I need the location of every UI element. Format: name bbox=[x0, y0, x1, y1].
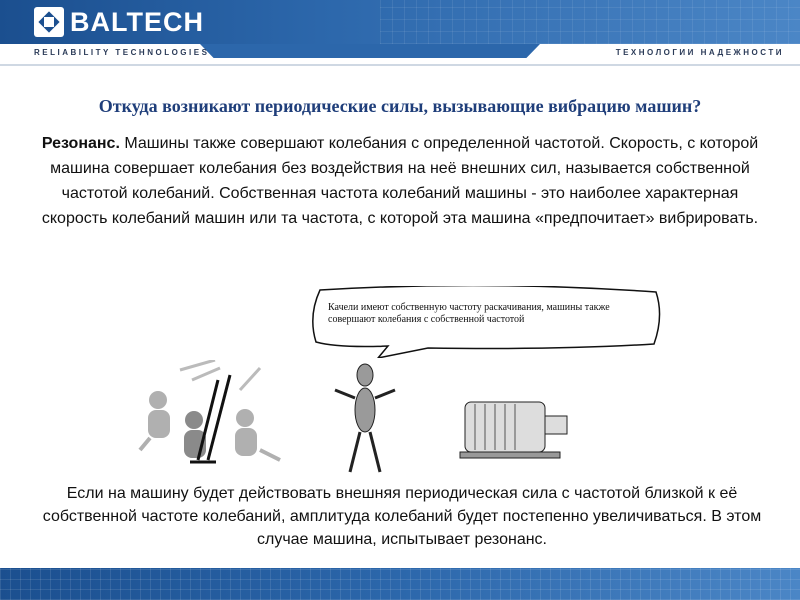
tagline-russian: ТЕХНОЛОГИИ НАДЕЖНОСТИ bbox=[615, 48, 784, 57]
tagline-english: RELIABILITY TECHNOLOGIES bbox=[34, 48, 210, 57]
resonance-illustration bbox=[120, 360, 720, 480]
resonance-paragraph bbox=[28, 131, 772, 231]
tagline-bar bbox=[0, 44, 800, 66]
slide-footer bbox=[0, 568, 800, 600]
resonance-conclusion: Если на машину будет действовать внешняя периодическая сила с частотой близкой к её собственной частоте колебаний, амплитуда колебаний будет постепенно увеличиваться. В этом случае машина, испытывает резонанс. bbox=[42, 485, 762, 548]
swing-figures-image bbox=[140, 360, 280, 462]
header-grid-pattern bbox=[380, 0, 800, 44]
slide-title: Откуда возникают периодические силы, вызывающие вибрацию машин? bbox=[98, 96, 702, 116]
resonance-text: Машины также совершают колебания с определенной частотой. Скорость, с которой машина совершает колебания без воздействия на неё внешних сил, называется собственной частотой колебаний. Собственная частота колебаний машины - это наиболее характерная скорость колебаний машин или та частота, с которой эта машина «предпочитает» вибрировать. bbox=[41, 135, 759, 227]
header-banner bbox=[0, 0, 800, 44]
speech-bubble-text: Качели имеют собственную частоту раскачивания, машины также совершают колебания с собственной частотой bbox=[328, 302, 610, 325]
footer-grid-pattern bbox=[0, 568, 800, 600]
tagline-decor-tab bbox=[200, 44, 540, 58]
slide-header bbox=[0, 0, 800, 64]
person-figure-image bbox=[335, 364, 395, 472]
electric-motor-image bbox=[460, 402, 567, 458]
resonance-label: Резонанс. bbox=[41, 135, 120, 152]
brand-logo bbox=[34, 6, 204, 38]
brand-logo-text: BALTECH bbox=[70, 6, 204, 37]
brand-logo-icon bbox=[34, 7, 64, 37]
